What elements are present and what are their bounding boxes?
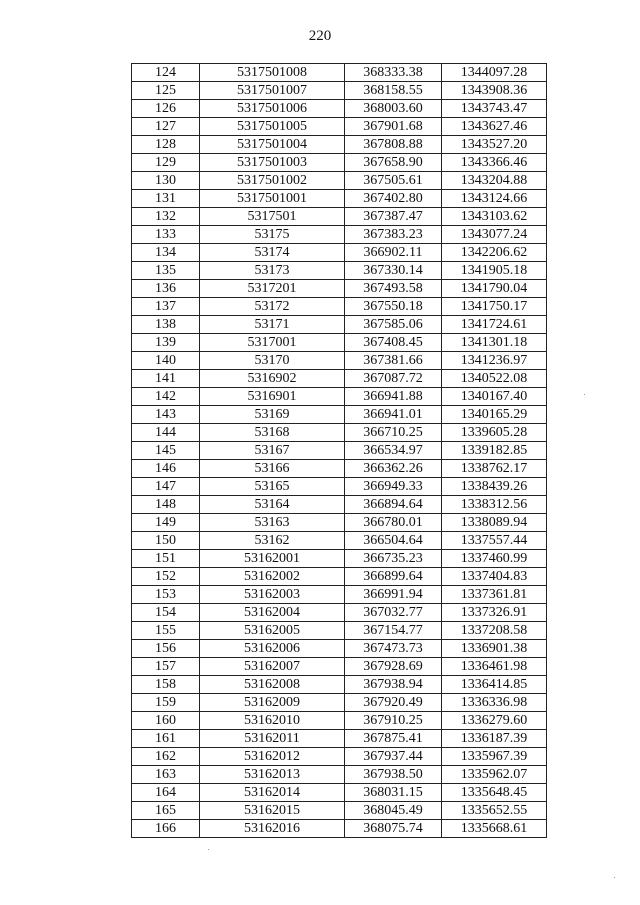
- y-coordinate-cell: 1336461.98: [442, 658, 547, 676]
- y-coordinate-cell: 1335967.39: [442, 748, 547, 766]
- page-number: 220: [308, 28, 332, 44]
- table-row: [132, 478, 547, 496]
- row-number-cell: 154: [132, 604, 200, 622]
- x-coordinate-cell: 366735.23: [345, 550, 442, 568]
- point-id-cell: 5317501004: [200, 136, 345, 154]
- row-number-cell: 124: [132, 64, 200, 82]
- table-row: [132, 532, 547, 550]
- x-coordinate-cell: 366504.64: [345, 532, 442, 550]
- row-number-cell: 126: [132, 100, 200, 118]
- point-id-cell: 53162002: [200, 568, 345, 586]
- row-number-cell: 156: [132, 640, 200, 658]
- row-number-cell: 145: [132, 442, 200, 460]
- y-coordinate-cell: 1335648.45: [442, 784, 547, 802]
- x-coordinate-cell: 368333.38: [345, 64, 442, 82]
- x-coordinate-cell: 367585.06: [345, 316, 442, 334]
- table-row: [132, 262, 547, 280]
- point-id-cell: 5317501008: [200, 64, 345, 82]
- table-body: [132, 64, 547, 838]
- point-id-cell: 53167: [200, 442, 345, 460]
- y-coordinate-cell: 1337361.81: [442, 586, 547, 604]
- y-coordinate-cell: 1337208.58: [442, 622, 547, 640]
- table-row: [132, 784, 547, 802]
- x-coordinate-cell: 367493.58: [345, 280, 442, 298]
- row-number-cell: 150: [132, 532, 200, 550]
- row-number-cell: 133: [132, 226, 200, 244]
- table-row: [132, 64, 547, 82]
- table-row: [132, 298, 547, 316]
- y-coordinate-cell: 1341301.18: [442, 334, 547, 352]
- x-coordinate-cell: 366780.01: [345, 514, 442, 532]
- point-id-cell: 5317501003: [200, 154, 345, 172]
- table-row: [132, 208, 547, 226]
- point-id-cell: 53164: [200, 496, 345, 514]
- x-coordinate-cell: 367658.90: [345, 154, 442, 172]
- x-coordinate-cell: 367473.73: [345, 640, 442, 658]
- table-row: [132, 766, 547, 784]
- table-row: [132, 118, 547, 136]
- table-row: [132, 352, 547, 370]
- y-coordinate-cell: 1338089.94: [442, 514, 547, 532]
- point-id-cell: 53162009: [200, 694, 345, 712]
- x-coordinate-cell: 366949.33: [345, 478, 442, 496]
- x-coordinate-cell: 367154.77: [345, 622, 442, 640]
- y-coordinate-cell: 1343204.88: [442, 172, 547, 190]
- point-id-cell: 53171: [200, 316, 345, 334]
- x-coordinate-cell: 367387.47: [345, 208, 442, 226]
- row-number-cell: 149: [132, 514, 200, 532]
- table-row: [132, 316, 547, 334]
- row-number-cell: 161: [132, 730, 200, 748]
- row-number-cell: 162: [132, 748, 200, 766]
- row-number-cell: 165: [132, 802, 200, 820]
- x-coordinate-cell: 367910.25: [345, 712, 442, 730]
- x-coordinate-cell: 366894.64: [345, 496, 442, 514]
- x-coordinate-cell: 367330.14: [345, 262, 442, 280]
- point-id-cell: 5317501006: [200, 100, 345, 118]
- y-coordinate-cell: 1337404.83: [442, 568, 547, 586]
- table-row: [132, 100, 547, 118]
- point-id-cell: 53162011: [200, 730, 345, 748]
- y-coordinate-cell: 1339182.85: [442, 442, 547, 460]
- point-id-cell: 53170: [200, 352, 345, 370]
- table-row: [132, 712, 547, 730]
- point-id-cell: 53162013: [200, 766, 345, 784]
- y-coordinate-cell: 1337460.99: [442, 550, 547, 568]
- point-id-cell: 53172: [200, 298, 345, 316]
- x-coordinate-cell: 367383.23: [345, 226, 442, 244]
- x-coordinate-cell: 367928.69: [345, 658, 442, 676]
- y-coordinate-cell: 1343077.24: [442, 226, 547, 244]
- row-number-cell: 139: [132, 334, 200, 352]
- point-id-cell: 53166: [200, 460, 345, 478]
- y-coordinate-cell: 1340167.40: [442, 388, 547, 406]
- x-coordinate-cell: 366534.97: [345, 442, 442, 460]
- y-coordinate-cell: 1336187.39: [442, 730, 547, 748]
- scan-speck: [208, 849, 209, 850]
- table-row: [132, 442, 547, 460]
- table-row: [132, 622, 547, 640]
- point-id-cell: 53175: [200, 226, 345, 244]
- row-number-cell: 160: [132, 712, 200, 730]
- point-id-cell: 53168: [200, 424, 345, 442]
- y-coordinate-cell: 1336279.60: [442, 712, 547, 730]
- table-row: [132, 460, 547, 478]
- x-coordinate-cell: 368075.74: [345, 820, 442, 838]
- y-coordinate-cell: 1338439.26: [442, 478, 547, 496]
- point-id-cell: 5317501002: [200, 172, 345, 190]
- x-coordinate-cell: 366899.64: [345, 568, 442, 586]
- row-number-cell: 148: [132, 496, 200, 514]
- y-coordinate-cell: 1336336.98: [442, 694, 547, 712]
- y-coordinate-cell: 1336901.38: [442, 640, 547, 658]
- y-coordinate-cell: 1343124.66: [442, 190, 547, 208]
- x-coordinate-cell: 367875.41: [345, 730, 442, 748]
- table-row: [132, 406, 547, 424]
- y-coordinate-cell: 1335962.07: [442, 766, 547, 784]
- x-coordinate-cell: 368045.49: [345, 802, 442, 820]
- point-id-cell: 5316902: [200, 370, 345, 388]
- y-coordinate-cell: 1338312.56: [442, 496, 547, 514]
- y-coordinate-cell: 1343743.47: [442, 100, 547, 118]
- scan-speck: [584, 394, 585, 395]
- y-coordinate-cell: 1343627.46: [442, 118, 547, 136]
- x-coordinate-cell: 367808.88: [345, 136, 442, 154]
- x-coordinate-cell: 367937.44: [345, 748, 442, 766]
- y-coordinate-cell: 1340165.29: [442, 406, 547, 424]
- table-row: [132, 136, 547, 154]
- x-coordinate-cell: 366941.01: [345, 406, 442, 424]
- x-coordinate-cell: 367920.49: [345, 694, 442, 712]
- y-coordinate-cell: 1340522.08: [442, 370, 547, 388]
- point-id-cell: 53162004: [200, 604, 345, 622]
- y-coordinate-cell: 1343103.62: [442, 208, 547, 226]
- x-coordinate-cell: 366362.26: [345, 460, 442, 478]
- row-number-cell: 164: [132, 784, 200, 802]
- table-row: [132, 694, 547, 712]
- point-id-cell: 5317501: [200, 208, 345, 226]
- x-coordinate-cell: 367032.77: [345, 604, 442, 622]
- row-number-cell: 157: [132, 658, 200, 676]
- table-row: [132, 820, 547, 838]
- table-row: [132, 568, 547, 586]
- x-coordinate-cell: 366902.11: [345, 244, 442, 262]
- y-coordinate-cell: 1343366.46: [442, 154, 547, 172]
- row-number-cell: 166: [132, 820, 200, 838]
- row-number-cell: 129: [132, 154, 200, 172]
- x-coordinate-cell: 367550.18: [345, 298, 442, 316]
- y-coordinate-cell: 1335668.61: [442, 820, 547, 838]
- point-id-cell: 53162015: [200, 802, 345, 820]
- table-row: [132, 172, 547, 190]
- x-coordinate-cell: 367402.80: [345, 190, 442, 208]
- table-row: [132, 280, 547, 298]
- y-coordinate-cell: 1342206.62: [442, 244, 547, 262]
- y-coordinate-cell: 1343908.36: [442, 82, 547, 100]
- table-row: [132, 496, 547, 514]
- point-id-cell: 53162003: [200, 586, 345, 604]
- row-number-cell: 138: [132, 316, 200, 334]
- row-number-cell: 136: [132, 280, 200, 298]
- point-id-cell: 53162016: [200, 820, 345, 838]
- point-id-cell: 53162006: [200, 640, 345, 658]
- y-coordinate-cell: 1341750.17: [442, 298, 547, 316]
- point-id-cell: 5317201: [200, 280, 345, 298]
- row-number-cell: 143: [132, 406, 200, 424]
- table-row: [132, 424, 547, 442]
- x-coordinate-cell: 367938.94: [345, 676, 442, 694]
- row-number-cell: 144: [132, 424, 200, 442]
- point-id-cell: 53169: [200, 406, 345, 424]
- coordinates-table: [131, 63, 547, 838]
- x-coordinate-cell: 368158.55: [345, 82, 442, 100]
- point-id-cell: 5317501001: [200, 190, 345, 208]
- row-number-cell: 163: [132, 766, 200, 784]
- row-number-cell: 158: [132, 676, 200, 694]
- y-coordinate-cell: 1339605.28: [442, 424, 547, 442]
- x-coordinate-cell: 366710.25: [345, 424, 442, 442]
- y-coordinate-cell: 1341790.04: [442, 280, 547, 298]
- row-number-cell: 140: [132, 352, 200, 370]
- x-coordinate-cell: 367505.61: [345, 172, 442, 190]
- point-id-cell: 53162005: [200, 622, 345, 640]
- table-row: [132, 82, 547, 100]
- table-row: [132, 802, 547, 820]
- table-row: [132, 604, 547, 622]
- row-number-cell: 135: [132, 262, 200, 280]
- row-number-cell: 137: [132, 298, 200, 316]
- y-coordinate-cell: 1341905.18: [442, 262, 547, 280]
- x-coordinate-cell: 367901.68: [345, 118, 442, 136]
- row-number-cell: 159: [132, 694, 200, 712]
- point-id-cell: 53162: [200, 532, 345, 550]
- row-number-cell: 151: [132, 550, 200, 568]
- row-number-cell: 131: [132, 190, 200, 208]
- point-id-cell: 53162014: [200, 784, 345, 802]
- row-number-cell: 155: [132, 622, 200, 640]
- y-coordinate-cell: 1335652.55: [442, 802, 547, 820]
- x-coordinate-cell: 368003.60: [345, 100, 442, 118]
- table-row: [132, 658, 547, 676]
- point-id-cell: 53174: [200, 244, 345, 262]
- point-id-cell: 53162008: [200, 676, 345, 694]
- table-row: [132, 190, 547, 208]
- point-id-cell: 5317501007: [200, 82, 345, 100]
- point-id-cell: 5317501005: [200, 118, 345, 136]
- table-row: [132, 244, 547, 262]
- x-coordinate-cell: 366941.88: [345, 388, 442, 406]
- point-id-cell: 53165: [200, 478, 345, 496]
- row-number-cell: 147: [132, 478, 200, 496]
- y-coordinate-cell: 1343527.20: [442, 136, 547, 154]
- y-coordinate-cell: 1338762.17: [442, 460, 547, 478]
- table-row: [132, 370, 547, 388]
- row-number-cell: 142: [132, 388, 200, 406]
- x-coordinate-cell: 367087.72: [345, 370, 442, 388]
- table-row: [132, 676, 547, 694]
- point-id-cell: 53162007: [200, 658, 345, 676]
- table-row: [132, 388, 547, 406]
- table-row: [132, 154, 547, 172]
- table-row: [132, 586, 547, 604]
- table-row: [132, 748, 547, 766]
- point-id-cell: 53162012: [200, 748, 345, 766]
- point-id-cell: 5316901: [200, 388, 345, 406]
- y-coordinate-cell: 1341236.97: [442, 352, 547, 370]
- x-coordinate-cell: 366991.94: [345, 586, 442, 604]
- point-id-cell: 53163: [200, 514, 345, 532]
- y-coordinate-cell: 1337326.91: [442, 604, 547, 622]
- x-coordinate-cell: 367408.45: [345, 334, 442, 352]
- row-number-cell: 132: [132, 208, 200, 226]
- scan-speck: [614, 877, 615, 878]
- table-row: [132, 730, 547, 748]
- row-number-cell: 146: [132, 460, 200, 478]
- row-number-cell: 127: [132, 118, 200, 136]
- row-number-cell: 128: [132, 136, 200, 154]
- x-coordinate-cell: 368031.15: [345, 784, 442, 802]
- y-coordinate-cell: 1341724.61: [442, 316, 547, 334]
- x-coordinate-cell: 367381.66: [345, 352, 442, 370]
- row-number-cell: 125: [132, 82, 200, 100]
- row-number-cell: 130: [132, 172, 200, 190]
- table-row: [132, 334, 547, 352]
- y-coordinate-cell: 1344097.28: [442, 64, 547, 82]
- y-coordinate-cell: 1337557.44: [442, 532, 547, 550]
- table-row: [132, 226, 547, 244]
- x-coordinate-cell: 367938.50: [345, 766, 442, 784]
- row-number-cell: 152: [132, 568, 200, 586]
- row-number-cell: 141: [132, 370, 200, 388]
- table-row: [132, 550, 547, 568]
- y-coordinate-cell: 1336414.85: [442, 676, 547, 694]
- point-id-cell: 53162010: [200, 712, 345, 730]
- table-row: [132, 514, 547, 532]
- table-row: [132, 640, 547, 658]
- point-id-cell: 53173: [200, 262, 345, 280]
- point-id-cell: 5317001: [200, 334, 345, 352]
- row-number-cell: 134: [132, 244, 200, 262]
- point-id-cell: 53162001: [200, 550, 345, 568]
- row-number-cell: 153: [132, 586, 200, 604]
